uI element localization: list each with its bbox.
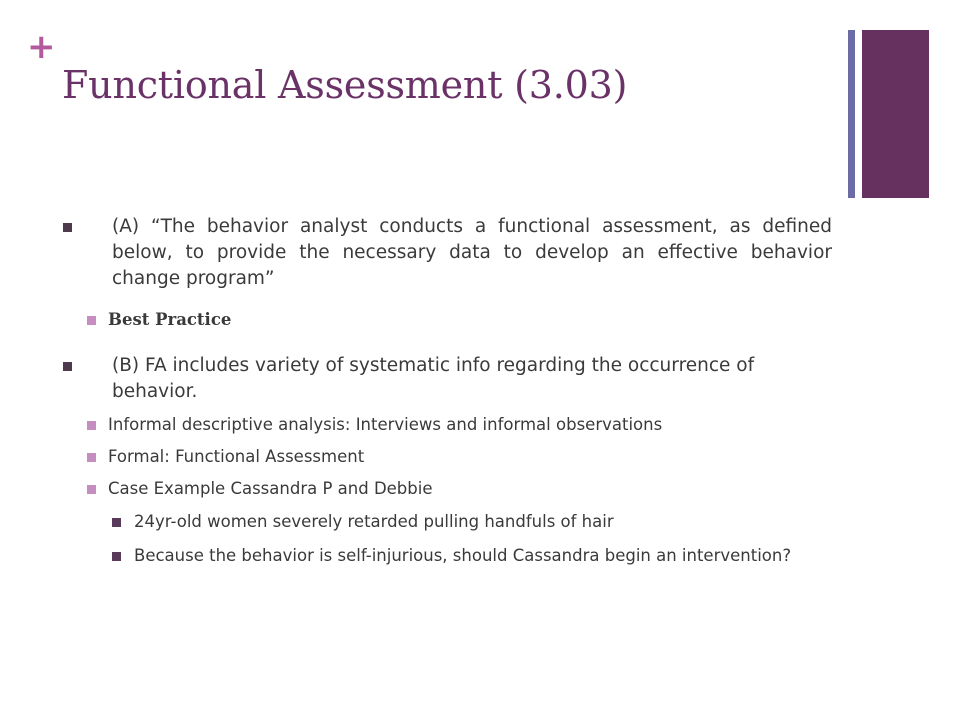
decorative-bar-wide [862,30,929,198]
decorative-bar-thin [848,30,855,198]
question-text: Because the behavior is self-injurious, should Cassandra begin an intervention? [134,546,792,565]
square-bullet-icon [63,223,72,232]
bullet-question [62,544,832,568]
women-text: 24yr-old women severely retarded pulling handfuls of hair [134,512,614,531]
bullet-a [62,214,832,292]
slide-title: Functional Assessment (3.03) [62,63,628,107]
bullet-informal [62,414,832,436]
square-bullet-icon [112,518,121,527]
bullet-b [62,353,832,405]
square-bullet-icon [63,362,72,371]
bullet-b-text: (B) FA includes variety of systematic info regarding the occurrence of behavior. [112,355,755,402]
bullet-best-practice [62,309,832,331]
bullet-case-example [62,478,832,500]
plus-icon: + [27,27,56,67]
case-example-text: Case Example Cassandra P and Debbie [108,479,433,498]
bullet-a-text: (A) “The behavior analyst conducts a functional assessment, as defined below, to provide the necessary data to develop an effective behavior change program” [112,216,832,289]
bullet-women [62,510,832,534]
square-bullet-icon [87,485,96,494]
square-bullet-icon [112,552,121,561]
square-bullet-icon [87,316,96,325]
slide-body [62,214,832,568]
formal-text: Formal: Functional Assessment [108,447,365,466]
best-practice-text: Best Practice [108,310,232,329]
square-bullet-icon [87,453,96,462]
bullet-formal [62,446,832,468]
informal-text: Informal descriptive analysis: Interviews and informal observations [108,415,663,434]
square-bullet-icon [87,421,96,430]
